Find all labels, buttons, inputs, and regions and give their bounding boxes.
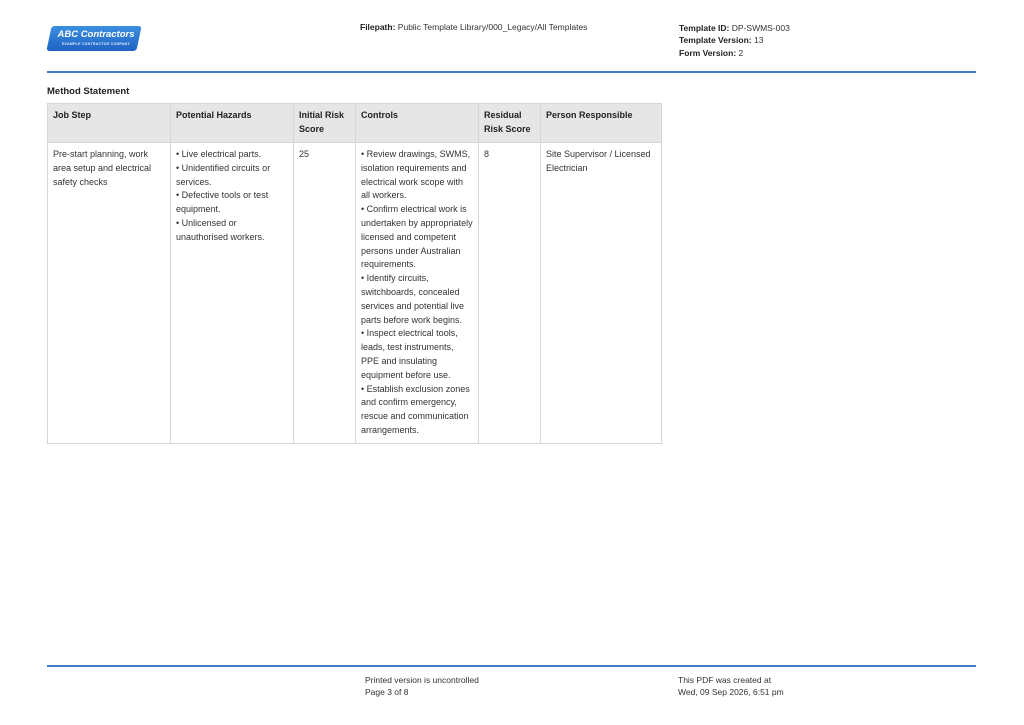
table-row	[48, 143, 662, 444]
form-version	[679, 47, 790, 59]
filepath	[360, 22, 587, 32]
header-initial-risk-score: Initial Risk Score	[294, 104, 356, 143]
template-id-label: Template ID:	[679, 23, 730, 33]
cell-potential-hazards	[171, 143, 294, 444]
template-meta	[679, 22, 790, 59]
hazard-item: • Unidentified circuits or services.	[176, 162, 271, 187]
template-id	[679, 22, 790, 34]
header-controls: Controls	[356, 104, 479, 143]
control-item: • Confirm electrical work is undertaken by appropriately licensed and competent persons under Australian requirements.	[361, 204, 473, 270]
header-potential-hazards: Potential Hazards	[171, 104, 294, 143]
template-id-value: DP-SWMS-003	[731, 23, 790, 33]
cell-controls	[356, 143, 479, 444]
header-residual-risk-score: Residual Risk Score	[479, 104, 541, 143]
section-title: Method Statement	[47, 86, 130, 97]
header-person-responsible: Person Responsible	[541, 104, 662, 143]
control-item: • Review drawings, SWMS, isolation requirements and electrical work scope with all workers.	[361, 149, 471, 201]
template-version-value: 13	[753, 35, 764, 46]
page-header	[47, 0, 976, 72]
cell-person-responsible: Site Supervisor / Licensed Electrician	[541, 143, 662, 444]
logo-title: ABC Contractors	[57, 29, 135, 40]
method-statement-table	[47, 103, 662, 444]
created-label: This PDF was created at	[678, 675, 772, 685]
cell-job-step: Pre-start planning, work area setup and electrical safety checks	[48, 143, 171, 444]
header-job-step: Job Step	[48, 104, 171, 143]
template-version-label: Template Version:	[679, 35, 752, 46]
hazard-item: • Defective tools or test equipment.	[176, 190, 269, 215]
cell-residual-risk-score: 8	[479, 143, 541, 444]
footer-divider	[47, 665, 976, 667]
footer-left	[365, 674, 479, 699]
uncontrolled-notice: Printed version is uncontrolled	[365, 675, 479, 685]
control-item: • Inspect electrical tools, leads, test instruments, PPE and insulating equipment before use.	[361, 328, 458, 380]
logo-subtitle: EXAMPLE CONTRACTOR COMPANY	[61, 42, 131, 46]
footer-right	[678, 674, 784, 699]
form-version-label: Form Version:	[679, 47, 737, 58]
hazard-item: • Live electrical parts.	[176, 149, 262, 159]
cell-initial-risk-score: 25	[294, 143, 356, 444]
created-date: Wed, 09 Sep 2026, 6:51 pm	[678, 687, 784, 698]
page-number: Page 3 of 8	[365, 687, 409, 698]
header-divider	[47, 71, 976, 73]
form-version-value: 2	[738, 47, 744, 58]
filepath-value: Public Template Library/000_Legacy/All Templates	[397, 22, 588, 32]
template-version	[679, 34, 790, 46]
control-item: • Establish exclusion zones and confirm emergency, rescue and communication arrangements.	[361, 383, 470, 435]
hazard-item: • Unlicensed or unauthorised workers.	[176, 217, 265, 242]
control-item: • Identify circuits, switchboards, concealed services and potential live parts before work begins.	[361, 273, 465, 325]
table-header-row	[48, 104, 662, 143]
filepath-label: Filepath:	[360, 22, 396, 32]
company-logo	[49, 26, 141, 52]
